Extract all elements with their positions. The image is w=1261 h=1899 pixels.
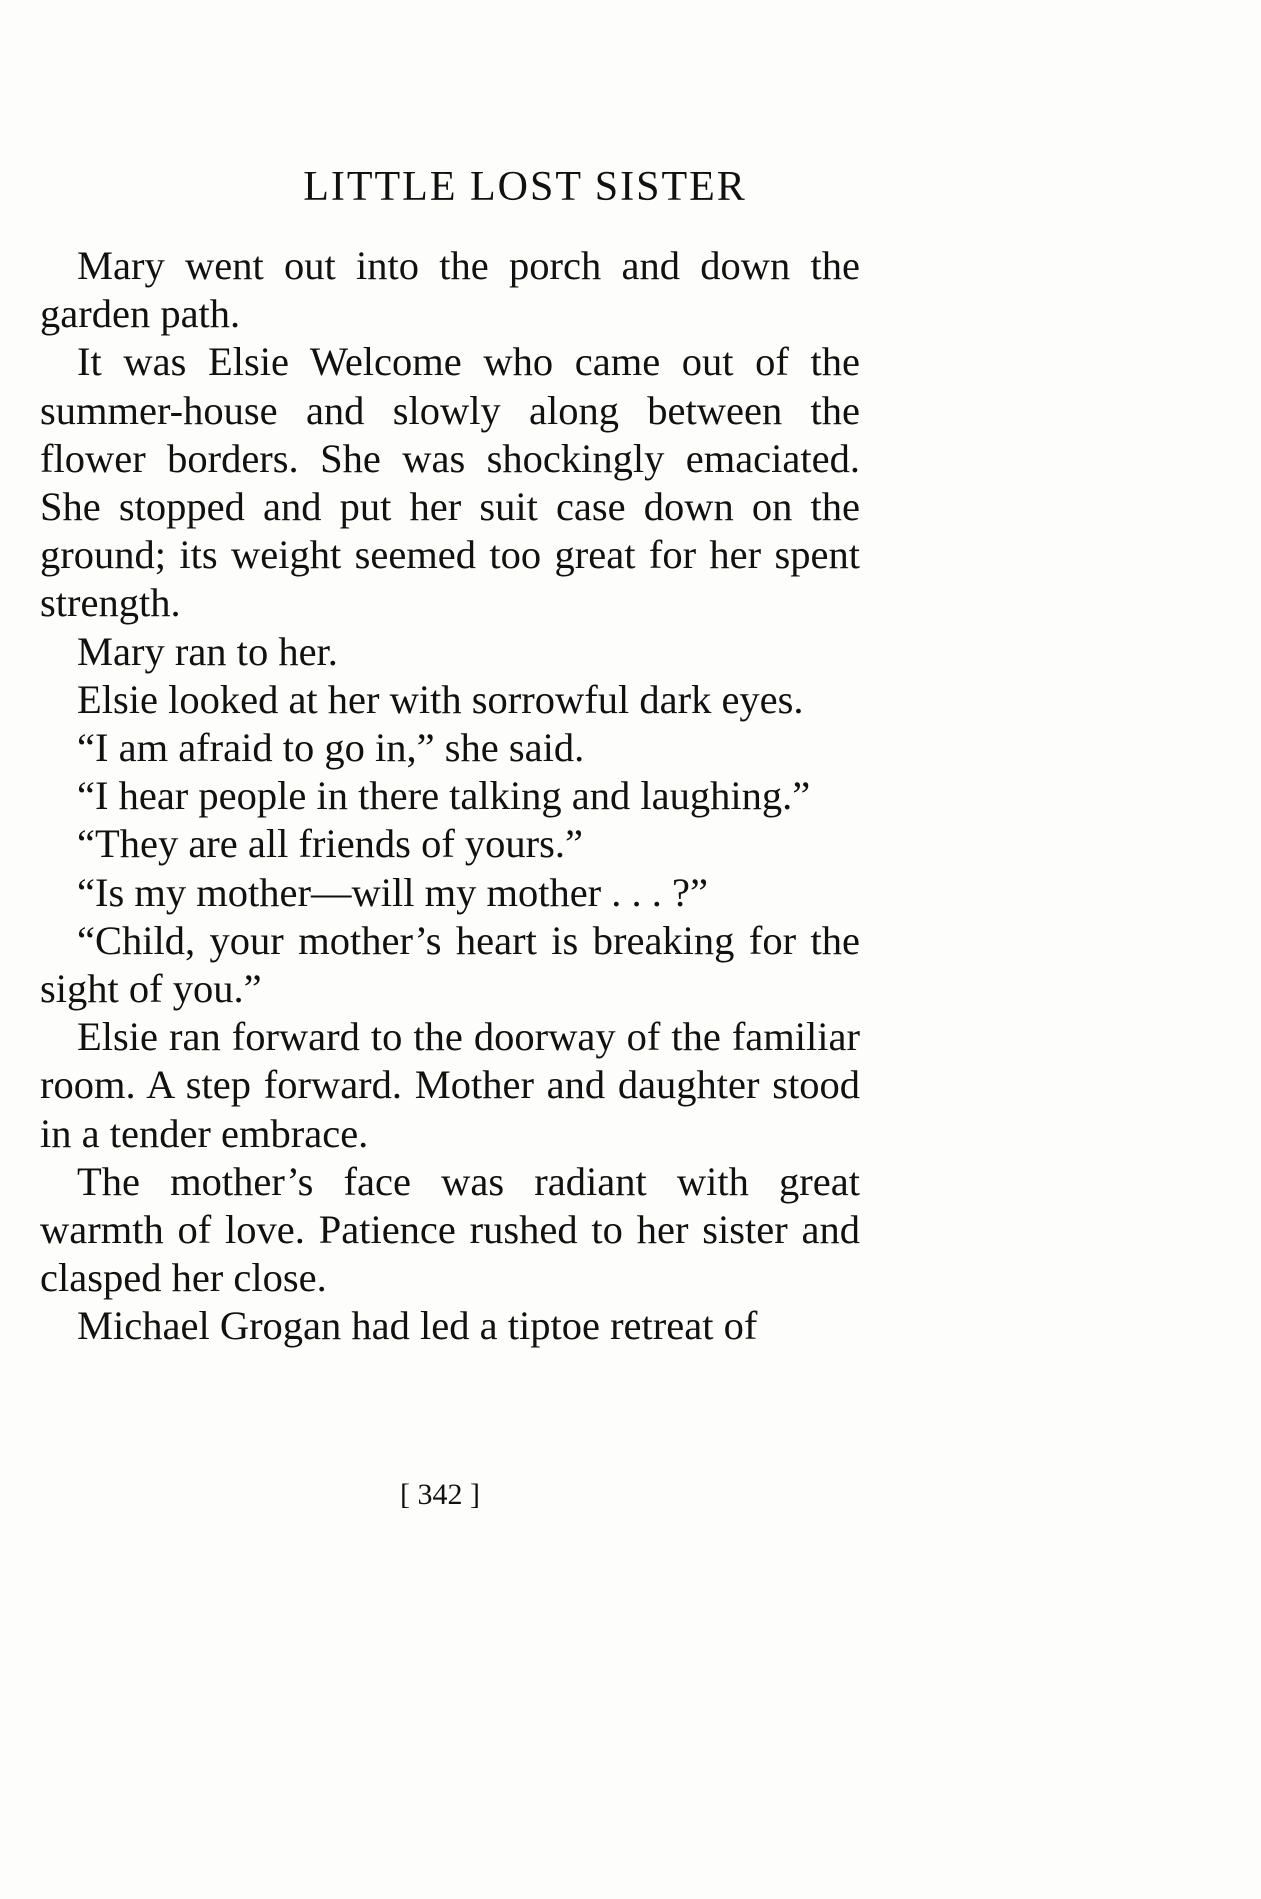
paragraph: “Child, your mother’s heart is breaking for the sight of you.” bbox=[40, 917, 860, 1012]
paragraph: Elsie ran forward to the doorway of the familiar room. A step forward. Mother and daughter stood in a tender embrace. bbox=[40, 1014, 860, 1156]
paragraph: “I hear people in there talking and laughing.” bbox=[77, 773, 811, 819]
page-number: [ 342 ] bbox=[400, 1478, 480, 1511]
paragraph: “I am afraid to go in,” she said. bbox=[77, 725, 585, 771]
paragraph: Mary ran to her. bbox=[77, 628, 338, 674]
paragraph: The mother’s face was radiant with great warmth of love. Patience rushed to her sister and clasped her close. bbox=[40, 1158, 860, 1301]
running-head: LITTLE LOST SISTER bbox=[303, 164, 747, 210]
paragraph: Elsie looked at her with sorrowful dark eyes. bbox=[77, 676, 804, 722]
paragraph: “Is my mother—will my mother . . . ?” bbox=[77, 869, 708, 915]
paragraph: Michael Grogan had led a tiptoe retreat of bbox=[77, 1303, 758, 1349]
paragraph: “They are all friends of yours.” bbox=[77, 821, 584, 867]
body-text bbox=[40, 242, 860, 1351]
paragraph: Mary went out into the porch and down the garden path. bbox=[40, 243, 860, 337]
paragraph: It was Elsie Welcome who came out of the summer-house and slowly along between the flower borders. She was shockingly emaciated. She stopped and put her suit case down on the ground; its weight seemed too great for her spent strength. bbox=[40, 339, 860, 626]
